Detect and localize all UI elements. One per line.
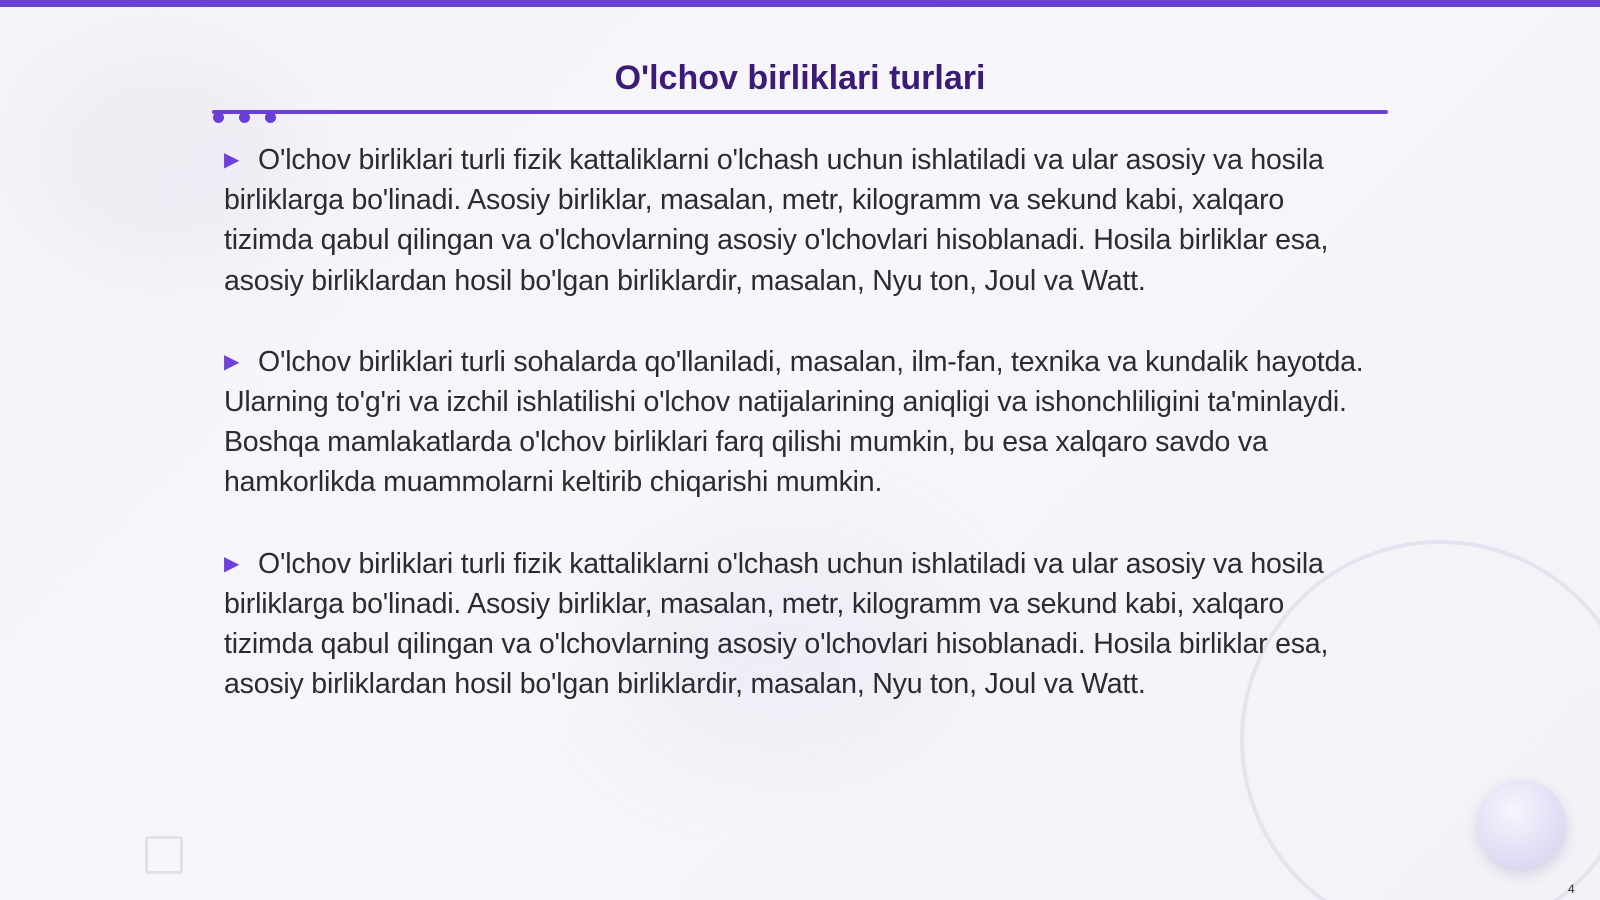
- decorative-square: [145, 836, 183, 874]
- triangle-right-icon: ▶: [224, 350, 240, 373]
- decorative-dot: [213, 112, 224, 123]
- bullet-paragraph: [224, 140, 1374, 301]
- paragraph-text: O'lchov birliklari turli fizik kattaliklarni o'lchash uchun ishlatiladi va ular asosiy va hosila birliklarga bo'linadi. Asosiy birliklar, masalan, metr, kilogramm va sekund kabi, xalqaro tizimda qabul qilingan va o'lchovlarning asosiy o'lchovlari hisoblanadi. Hosila birliklar esa, asosiy birliklardan hosil bo'lgan birliklardir, masalan, Nyu ton, Joul va Watt.: [224, 547, 1329, 701]
- bullet-paragraph: [224, 544, 1374, 705]
- triangle-right-icon: ▶: [224, 149, 240, 171]
- slide-title: O'lchov birliklari turlari: [614, 59, 986, 97]
- decorative-dot: [239, 112, 250, 123]
- title-underline: [212, 110, 1388, 114]
- bullet-paragraph: [224, 342, 1374, 503]
- paragraph-text: O'lchov birliklari turli sohalarda qo'llaniladi, masalan, ilm-fan, texnika va kundalik hayotda. Ularning to'g'ri va izchil ishlatilishi o'lchov natijalarining aniqligi va ishonchliligini ta'minlaydi. Boshqa mamlakatlarda o'lchov birliklari farq qilishi mumkin, bu esa xalqaro savdo va hamkorlikda muammolarni keltirib chiqarishi mumkin.: [224, 345, 1364, 499]
- decorative-dot: [265, 112, 276, 123]
- top-accent-bar: [0, 0, 1600, 7]
- page-number: 4: [1568, 882, 1575, 896]
- triangle-right-icon: ▶: [224, 552, 240, 575]
- slide-body: [224, 140, 1374, 745]
- paragraph-text: O'lchov birliklari turli fizik kattaliklarni o'lchash uchun ishlatiladi va ular asosiy va hosila birliklarga bo'linadi. Asosiy birliklar, masalan, metr, kilogramm va sekund kabi, xalqaro tizimda qabul qilingan va o'lchovlarning asosiy o'lchovlari hisoblanadi. Hosila birliklar esa, asosiy birliklardan hosil bo'lgan birliklardir, masalan, Nyu ton, Joul va Watt.: [224, 144, 1329, 297]
- decorative-orb: [1478, 780, 1566, 868]
